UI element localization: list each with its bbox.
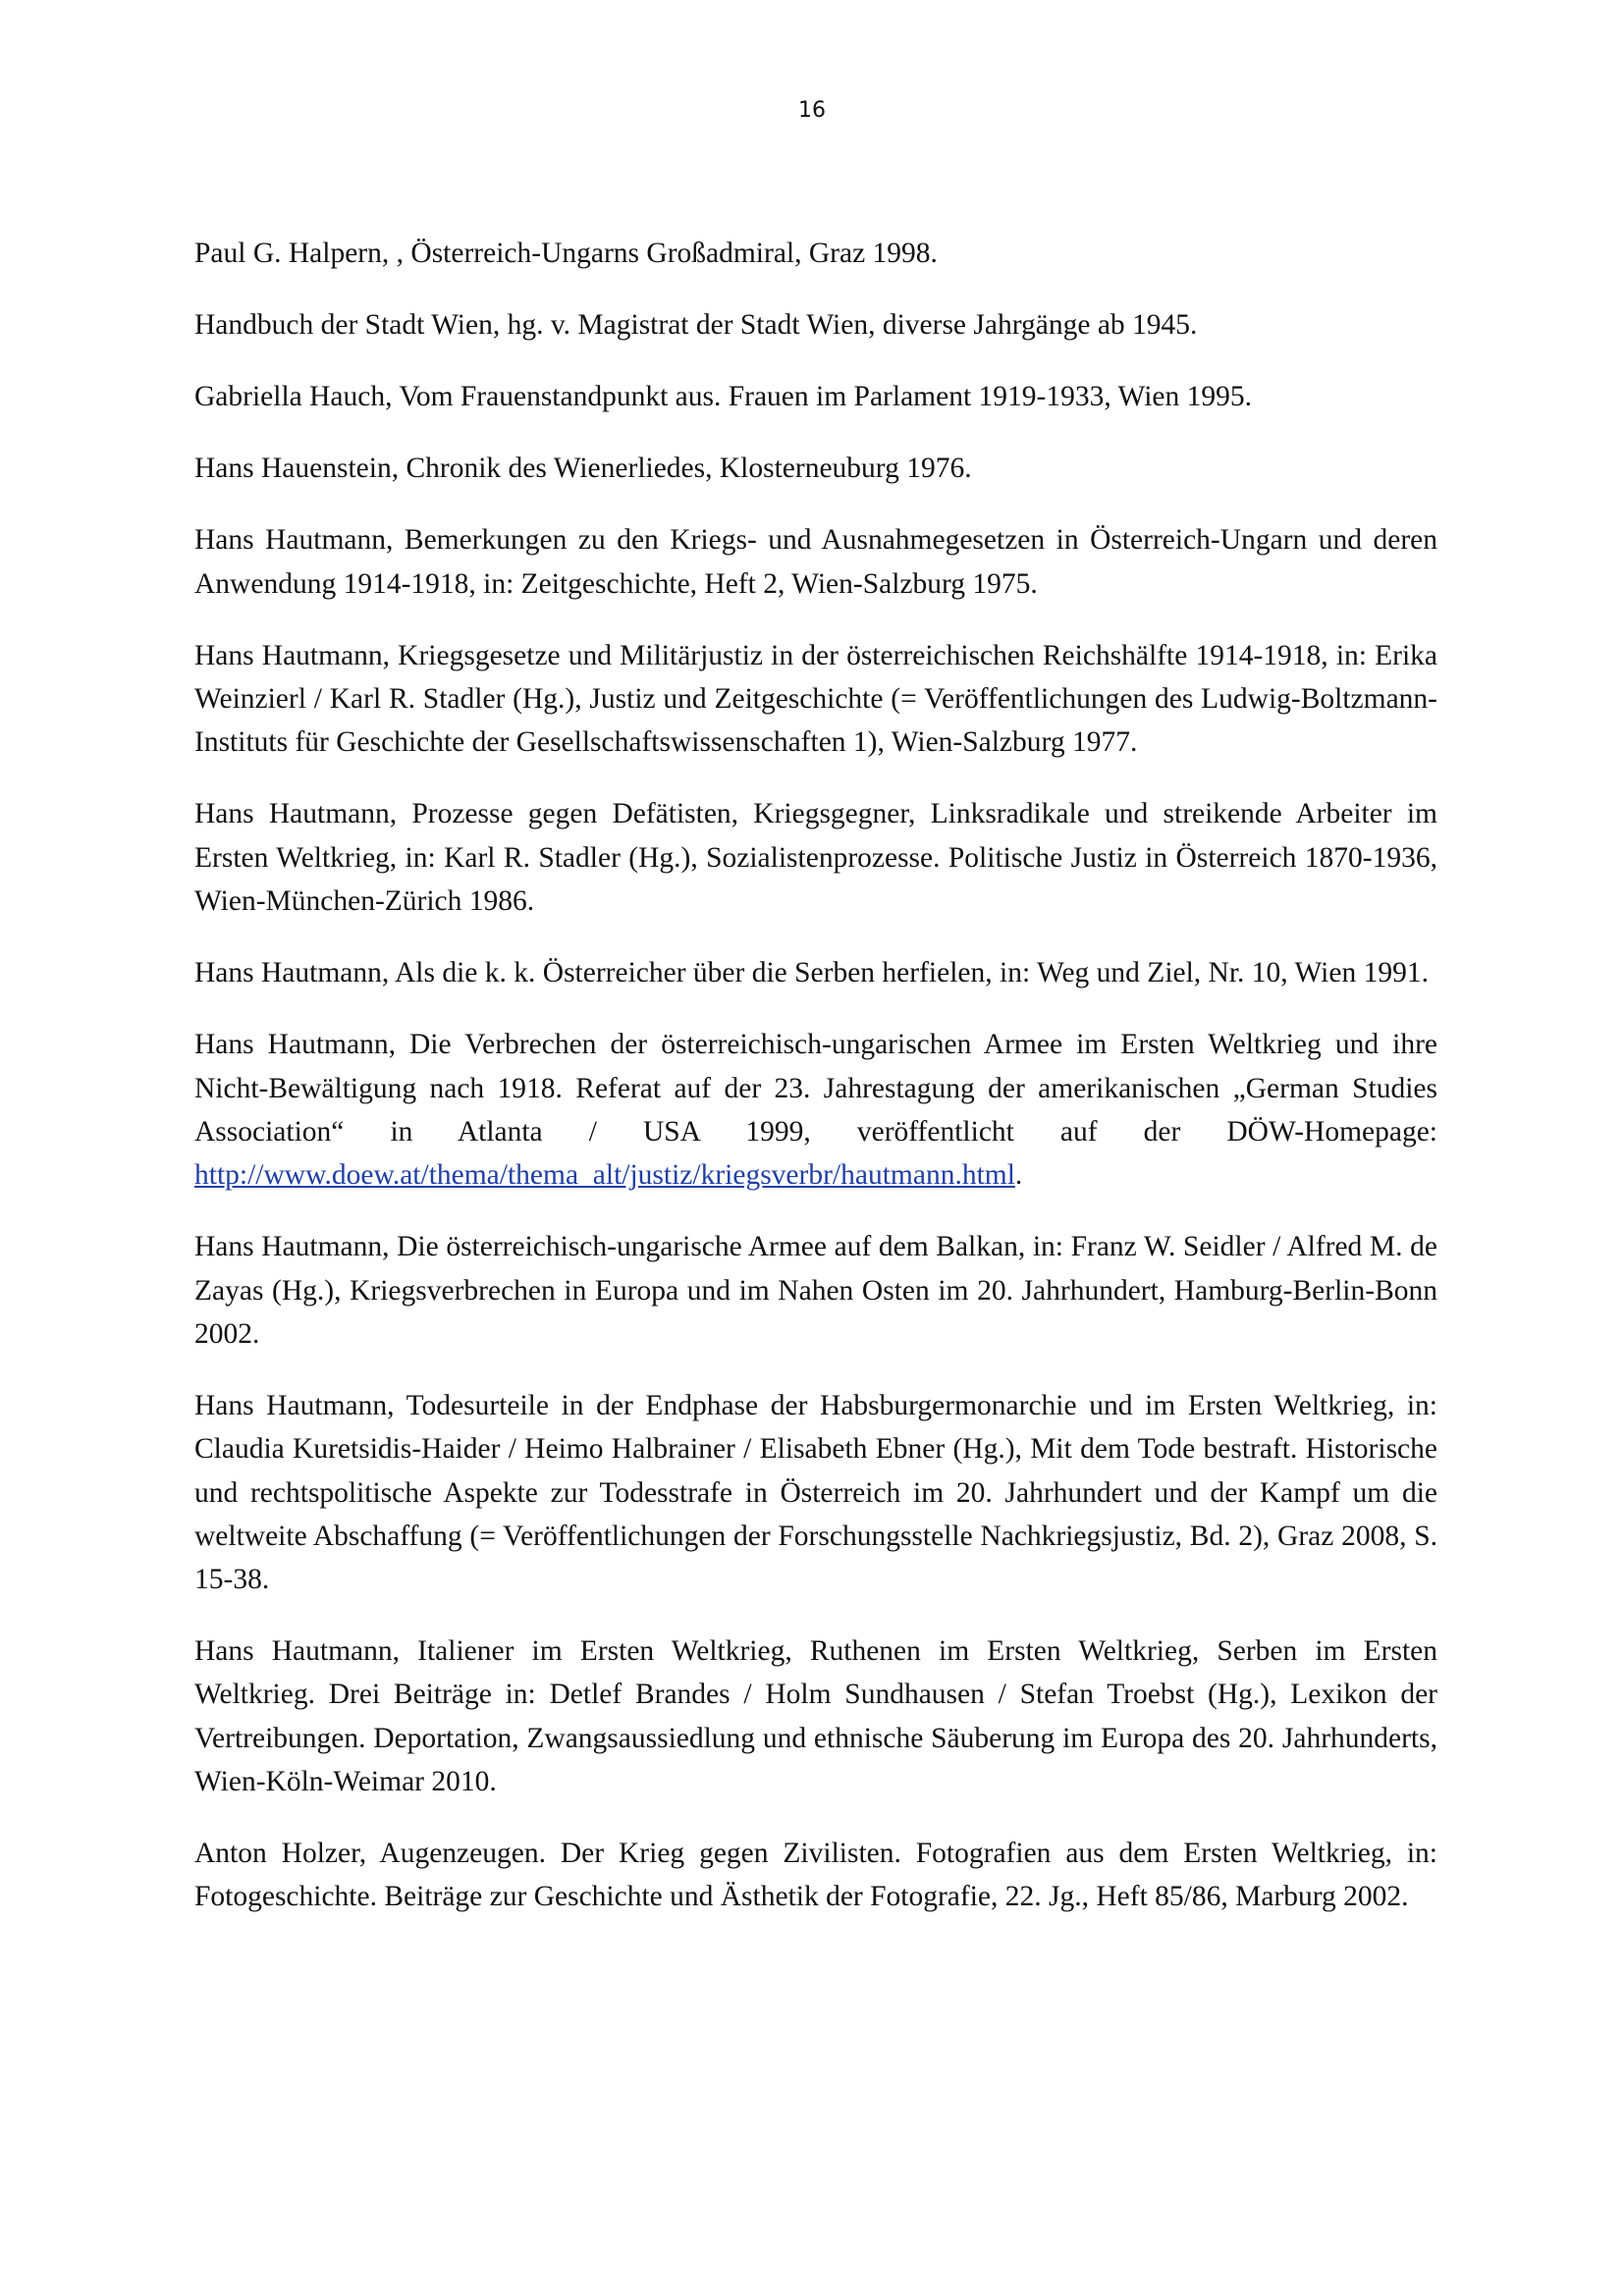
entry-text: Paul G. Halpern, , Österreich-Ungarns Großadmiral, Graz 1998. xyxy=(194,238,938,269)
entry-text: Gabriella Hauch, Vom Frauenstandpunkt aus. Frauen im Parlament 1919-1933, Wien 1995. xyxy=(194,381,1253,413)
entry-text: Hans Hautmann, Die österreichisch-ungarische Armee auf dem Balkan, in: Franz W. Seidler / Alfred M. de Zayas (Hg.), Kriegsverbrechen in Europa und im Nahen Osten im 20. Jahrhundert, Hamburg-Berlin-Bonn 2002. xyxy=(194,1231,1437,1350)
bibliography-entry xyxy=(194,232,1437,275)
entry-text: Anton Holzer, Augenzeugen. Der Krieg gegen Zivilisten. Fotografien aus dem Ersten Weltkrieg, in: Fotogeschichte. Beiträge zur Geschichte und Ästhetik der Fotografie, 22. Jg., Heft 85/86, Marburg 2002. xyxy=(194,1838,1437,1913)
page-number: 16 xyxy=(798,98,826,123)
entry-suffix: . xyxy=(1014,1159,1023,1192)
bibliography-list xyxy=(194,232,1437,1948)
bibliography-entry xyxy=(194,1225,1437,1356)
bibliography-entry xyxy=(194,951,1437,994)
entry-text: Hans Hautmann, Als die k. k. Österreicher über die Serben herfielen, in: Weg und Ziel, Nr. 10, Wien 1991. xyxy=(194,957,1429,989)
entry-text: Hans Hauenstein, Chronik des Wienerliedes, Klosterneuburg 1976. xyxy=(194,453,972,485)
bibliography-entry xyxy=(194,792,1437,923)
bibliography-entry xyxy=(194,518,1437,606)
entry-text: Hans Hautmann, Kriegsgesetze und Militärjustiz in der österreichischen Reichshälfte 1914-1918, in: Erika Weinzierl / Karl R. Stadler (Hg.), Justiz und Zeitgeschichte (= Veröffentlichungen des Ludwig-Boltzmann-Instituts für Geschichte der Gesellschaftswissenschaften 1), Wien-Salzburg 1977. xyxy=(194,639,1437,759)
entry-text: Hans Hautmann, Todesurteile in der Endphase der Habsburgermonarchie und im Ersten Weltkrieg, in: Claudia Kuretsidis-Haider / Heimo Halbrainer / Elisabeth Ebner (Hg.), Mit dem Tode bestraft. Historische und rechtspolitische Aspekte zur Todesstrafe in Österreich im 20. Jahrhundert und der Kampf um die weltweite Abschaffung (= Veröffentlichungen der Forschungsstelle Nachkriegsjustiz, Bd. 2), Graz 2008, S. 15-38. xyxy=(194,1389,1437,1596)
bibliography-entry xyxy=(194,375,1437,418)
entry-text: Hans Hautmann, Prozesse gegen Defätisten, Kriegsgegner, Linksradikale und streikende Arbeiter im Ersten Weltkrieg, in: Karl R. Stadler (Hg.), Sozialistenprozesse. Politische Justiz in Österreich 1870-1936, Wien-München-Zürich 1986. xyxy=(194,798,1437,918)
bibliography-entry xyxy=(194,634,1437,765)
bibliography-entry xyxy=(194,1832,1437,1919)
bibliography-entry xyxy=(194,303,1437,347)
bibliography-entry xyxy=(194,1629,1437,1803)
doew-homepage-link[interactable]: http://www.doew.at/thema/thema_alt/justiz/kriegsverbr/hautmann.html xyxy=(194,1159,1015,1192)
entry-text: Hans Hautmann, Italiener im Ersten Weltkrieg, Ruthenen im Ersten Weltkrieg, Serben im Ersten Weltkrieg. Drei Beiträge in: Detlef Brandes / Holm Sundhausen / Stefan Troebst (Hg.), Lexikon der Vertreibungen. Deportation, Zwangsaussiedlung und ethnische Säuberung im Europa des 20. Jahrhunderts, Wien-Köln-Weimar 2010. xyxy=(194,1635,1437,1798)
entry-text: Handbuch der Stadt Wien, hg. v. Magistrat der Stadt Wien, diverse Jahrgänge ab 1945. xyxy=(194,309,1198,342)
bibliography-entry xyxy=(194,1023,1437,1197)
entry-text: Hans Hautmann, Bemerkungen zu den Kriegs- und Ausnahmegesetzen in Österreich-Ungarn und deren Anwendung 1914-1918, in: Zeitgeschichte, Heft 2, Wien-Salzburg 1975. xyxy=(194,524,1437,600)
bibliography-entry xyxy=(194,1384,1437,1601)
bibliography-entry xyxy=(194,447,1437,490)
entry-text: Hans Hautmann, Die Verbrechen der österreichisch-ungarischen Armee im Ersten Weltkrieg und ihre Nicht-Bewältigung nach 1918. Referat auf der 23. Jahrestagung der amerikanischen „German Studies Association“ in Atlanta / USA 1999, veröffentlicht auf der DÖW-Homepage: xyxy=(194,1029,1437,1148)
